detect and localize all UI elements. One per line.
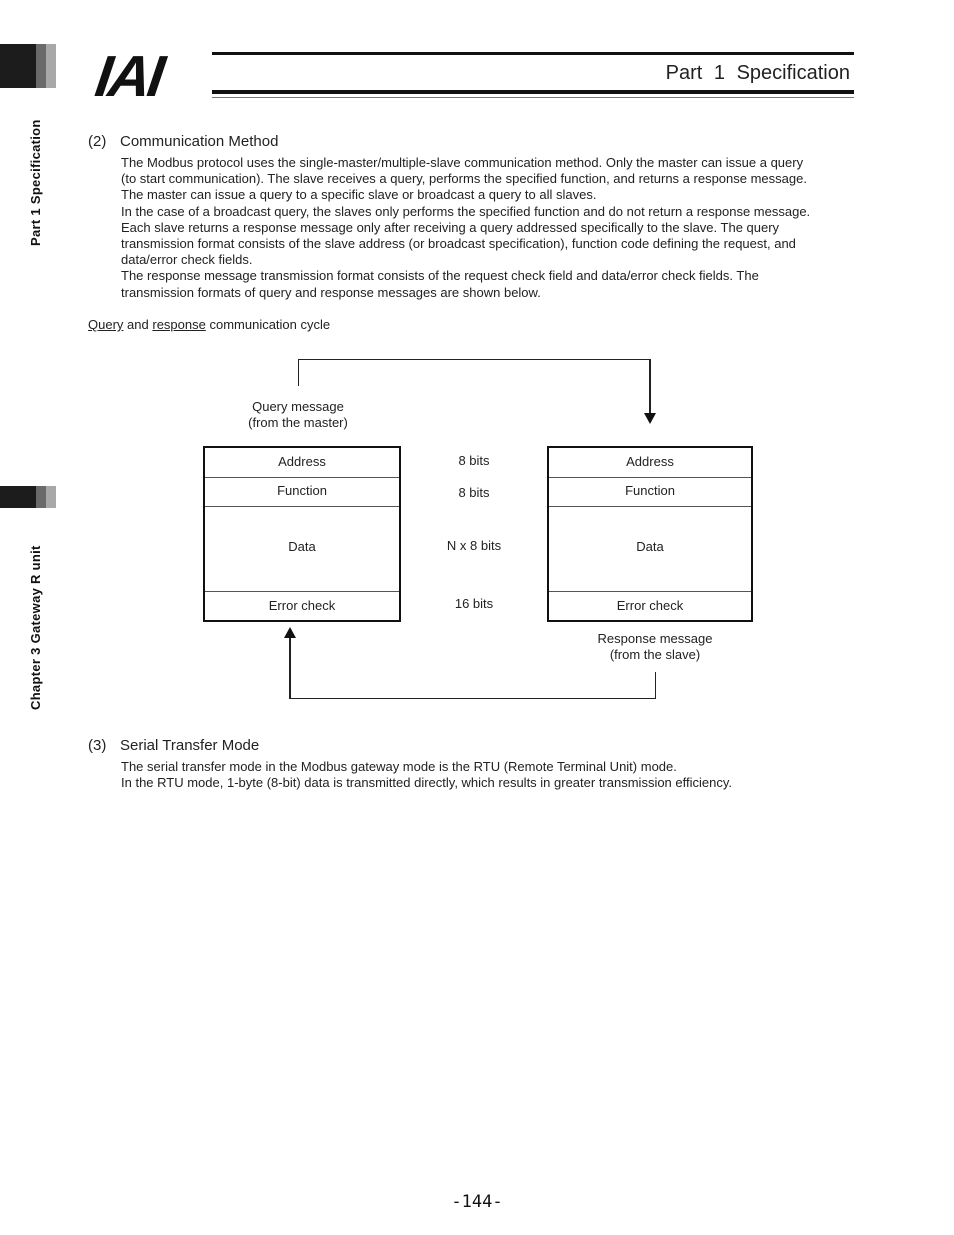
chapter-tab-dark: [0, 486, 36, 508]
section-3-heading: [88, 737, 259, 754]
query-field-address: Address: [278, 454, 326, 469]
header-rule-top: [212, 52, 854, 55]
response-field-data: Data: [636, 539, 664, 554]
section-2-body: [121, 155, 881, 301]
bottom-connector-right-vertical: [655, 672, 656, 699]
part-tab-dark: [0, 44, 36, 88]
section-2-line: transmission formats of query and response messages are shown below.: [121, 284, 541, 300]
caption-response-word: response: [152, 317, 206, 332]
section-3-number: (3): [88, 737, 107, 754]
response-field-address: Address: [626, 454, 674, 469]
section-3-body: [121, 759, 881, 791]
page-header-title: Part 1 Specification: [665, 62, 850, 84]
response-message-frame: [547, 446, 753, 622]
size-label-error-check: 16 bits: [454, 596, 494, 611]
iai-logo: IAI: [91, 44, 166, 109]
size-label-function: 8 bits: [458, 485, 490, 500]
section-2-line: data/error check fields.: [121, 252, 253, 268]
response-label-line1: Response message: [597, 631, 713, 646]
chapter-tab-light: [46, 486, 56, 508]
cycle-caption: [88, 317, 330, 332]
query-divider: [205, 477, 399, 478]
section-2-title: Communication Method: [120, 133, 279, 150]
response-divider: [549, 591, 751, 592]
section-2-line: transmission format consists of the slave address (or broadcast specification), function code defining the request, and: [121, 236, 796, 252]
section-2-line: The master can issue a query to a specific slave or broadcast a query to all slaves.: [121, 187, 597, 203]
header-rule-thin: [212, 97, 854, 98]
response-field-function: Function: [625, 483, 675, 498]
response-label-line2: (from the slave): [609, 647, 701, 662]
section-2-line: Each slave returns a response message only after receiving a query addressed specifically to the slave. The query: [121, 219, 780, 235]
arrow-down-icon: [644, 413, 656, 424]
query-message-frame: [203, 446, 401, 622]
top-connector-left-vertical: [298, 359, 299, 386]
response-field-error-check: Error check: [616, 598, 684, 613]
query-message-label: [218, 399, 378, 431]
part-tab-mid: [36, 44, 46, 88]
query-divider: [205, 506, 399, 507]
bottom-connector-horizontal: [289, 698, 656, 699]
section-2-line: In the case of a broadcast query, the slaves only performs the specified function and do not return a response message.: [121, 203, 811, 219]
size-label-address: 8 bits: [458, 453, 490, 468]
query-label-line1: Query message: [252, 399, 344, 414]
response-divider: [549, 506, 751, 507]
query-field-error-check: Error check: [268, 598, 336, 613]
section-2-line: The Modbus protocol uses the single-master/multiple-slave communication method. Only the master can issue a query: [121, 155, 804, 170]
chapter-tab-mid: [36, 486, 46, 508]
section-3-line: The serial transfer mode in the Modbus gateway mode is the RTU (Remote Terminal Unit) mode.: [121, 759, 677, 774]
section-2-line: The response message transmission format consists of the request check field and data/error check fields. The: [121, 268, 759, 284]
part-side-label: Part 1 Specification: [28, 119, 43, 246]
chapter-side-label: Chapter 3 Gateway R unit: [28, 545, 43, 710]
caption-query-word: Query: [88, 317, 124, 332]
caption-and-word: and: [127, 317, 149, 332]
response-message-label: [570, 631, 740, 663]
section-2-line: (to start communication). The slave receives a query, performs the specified function, and returns a response message.: [121, 171, 807, 187]
query-divider: [205, 591, 399, 592]
size-label-data: N x 8 bits: [446, 538, 502, 553]
top-connector-right-vertical: [649, 359, 651, 415]
caption-rest: communication cycle: [209, 317, 331, 332]
page-number: -144-: [451, 1192, 503, 1212]
section-2-number: (2): [88, 133, 107, 150]
arrow-up-icon: [284, 627, 296, 638]
header-rule-bottom: [212, 90, 854, 94]
response-divider: [549, 477, 751, 478]
part-tab-light: [46, 44, 56, 88]
top-connector-horizontal: [298, 359, 650, 360]
query-field-data: Data: [288, 539, 316, 554]
section-3-title: Serial Transfer Mode: [120, 737, 260, 754]
bottom-connector-left-vertical: [289, 636, 291, 699]
query-field-function: Function: [277, 483, 327, 498]
section-3-line: In the RTU mode, 1-byte (8-bit) data is transmitted directly, which results in greater transmission efficiency.: [121, 775, 732, 791]
section-2-heading: [88, 133, 278, 150]
query-label-line2: (from the master): [248, 415, 348, 430]
